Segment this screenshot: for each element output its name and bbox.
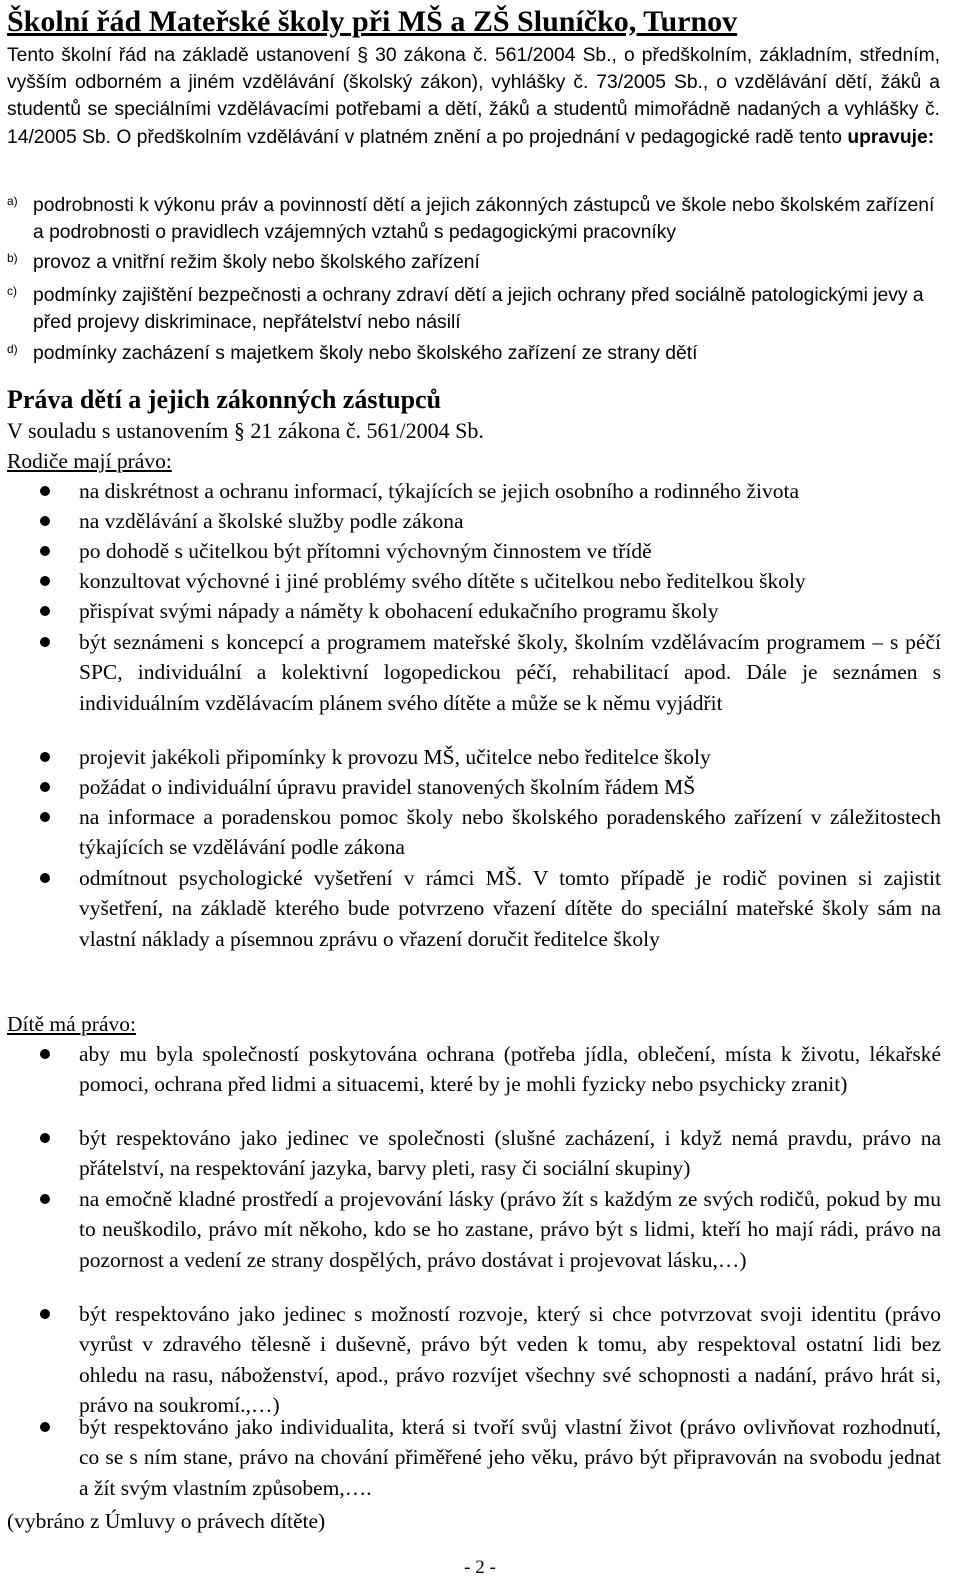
- scope-text: provoz a vnitřní režim školy nebo školského zařízení: [33, 252, 480, 273]
- scope-marker: c): [7, 284, 17, 298]
- intro-paragraph: [7, 42, 940, 151]
- bullet-icon: [40, 1133, 50, 1143]
- bullet-icon: [40, 782, 50, 792]
- child-right-item: být respektováno jako individualita, která si tvoří svůj vlastní život (právo ovlivňovat rozhodnutí, co se s ním stane, právo na chování přiměřené jeho věku, právo být připravován na svobodu jednat a žít svým vlastním způsobem,….: [79, 1415, 941, 1500]
- child-right-item: aby mu byla společností poskytována ochrana (potřeba jídla, oblečení, místa k životu, lékařské pomoci, ochrana před lidmi a situacemi, které by je mohli fyzicky nebo psychicky zranit): [79, 1042, 941, 1097]
- page-title: Školní řád Mateřské školy při MŠ a ZŠ Sluníčko, Turnov: [7, 5, 738, 38]
- bullet-icon: [40, 546, 50, 556]
- parents-right-item: po dohodě s učitelkou být přítomni výchovným činnostem ve třídě: [79, 539, 652, 563]
- parents-right-item: být seznámeni s koncepcí a programem mateřské školy, školním vzdělávacím programem – s péčí SPC, individuální a kolektivní logopedickou péčí, rehabilitací apod. Dále je seznámen s individuálním vzdělávacím plánem svého dítěte a může se k němu vyjádřit: [79, 630, 941, 715]
- child-rights-heading: Dítě má právo:: [7, 1012, 136, 1036]
- scope-text: podmínky zajištění bezpečnosti a ochrany zdraví dětí a jejich ochrany před sociálně patologickými jevy a před projevy diskriminace, nepřátelství nebo násilí: [33, 285, 924, 333]
- parents-right-item: na diskrétnost a ochranu informací, týkajících se jejich osobního a rodinného života: [79, 479, 800, 503]
- intro-text: Tento školní řád na základě ustanovení § 30 zákona č. 561/2004 Sb., o předškolním, základním, středním, vyšším odborném a jiném vzdělávání (školský zákon), vyhlášky č. 73/2005 Sb., o vzdělávání dětí, žáků a studentů se speciálními vzdělávacími potřebami a dětí, žáků a studentů mimořádně nadaných a vyhlášky č. 14/2005 Sb. O předškolním vzdělávání v platném znění a po projednání v pedagogické radě tento: [7, 45, 940, 148]
- page-number: - 2 -: [464, 1557, 496, 1578]
- bullet-icon: [40, 486, 50, 496]
- scope-text: podrobnosti k výkonu práv a povinností dětí a jejich zákonných zástupců ve škole nebo školském zařízení a podrobnosti o pravidlech vzájemných vztahů s pedagogickými pracovníky: [33, 195, 935, 243]
- scope-marker: a): [7, 194, 18, 208]
- bullet-icon: [40, 637, 50, 647]
- closing-note: (vybráno z Úmluvy o právech dítěte): [7, 1509, 326, 1533]
- bullet-icon: [40, 1309, 50, 1319]
- bullet-icon: [40, 606, 50, 616]
- bullet-icon: [40, 516, 50, 526]
- scope-item: [7, 341, 947, 368]
- bullet-icon: [40, 576, 50, 586]
- child-right-item: být respektováno jako jedinec s možností rozvoje, který si chce potvrzovat svoji identitu (právo vyrůst v zdravého tělesně i duševně, právo být veden k tomu, aby respektoval ostatní lidi bez ohledu na rasu, náboženství, apod., právo rozvíjet všechny své schopnosti a nadání, právo hrát si, právo na soukromí.,…): [79, 1302, 941, 1417]
- scope-item: [7, 250, 947, 277]
- section-heading: Práva dětí a jejich zákonných zástupců: [7, 385, 442, 414]
- bullet-icon: [40, 1049, 50, 1059]
- child-right-item: být respektováno jako jedinec ve společnosti (slušné zacházení, i když nemá pravdu, právo na přátelství, na respektování jazyka, barvy pleti, rasy či sociální skupiny): [79, 1126, 941, 1181]
- law-reference: V souladu s ustanovením § 21 zákona č. 561/2004 Sb.: [7, 418, 484, 443]
- child-right-item: na emočně kladné prostředí a projevování lásky (právo žít s každým ze svých rodičů, pokud by mu to neuškodilo, právo mít někoho, kdo se ho zastane, právo být s lidmi, kteří ho mají rádi, právo na pozornost a vedení ze strany dospělých, právo dostávat i projevovat lásku,…): [79, 1187, 941, 1272]
- scope-marker: d): [7, 342, 18, 356]
- parents-right-item: projevit jakékoli připomínky k provozu MŠ, učitelce nebo ředitelce školy: [79, 745, 711, 769]
- scope-text: podmínky zacházení s majetkem školy nebo školského zařízení ze strany dětí: [33, 343, 698, 364]
- bullet-icon: [40, 812, 50, 822]
- scope-item: [7, 193, 947, 246]
- parents-right-item: přispívat svými nápady a náměty k obohacení edukačního programu školy: [79, 599, 719, 623]
- parents-rights-heading: Rodiče mají právo:: [7, 449, 172, 473]
- scope-item: [7, 283, 947, 336]
- scope-marker: b): [7, 251, 18, 265]
- parents-right-item: odmítnout psychologické vyšetření v rámci MŠ. V tomto případě je rodič povinen si zajistit vyšetření, na základě kterého bude potvrzeno vřazení dítěte do speciální mateřské školy sám na vlastní náklady a písemnou zprávu o vřazení doručit ředitelce školy: [79, 866, 941, 951]
- bullet-icon: [40, 1194, 50, 1204]
- parents-right-item: požádat o individuální úpravu pravidel stanovených školním řádem MŠ: [79, 775, 696, 799]
- parents-right-item: na vzdělávání a školské služby podle zákona: [79, 509, 464, 533]
- bullet-icon: [40, 873, 50, 883]
- parents-right-item: na informace a poradenskou pomoc školy nebo školského poradenského zařízení v záležitostech týkajících se vzdělávání podle zákona: [79, 805, 941, 860]
- parents-right-item: konzultovat výchovné i jiné problémy svého dítěte s učitelkou nebo ředitelkou školy: [79, 569, 806, 593]
- intro-bold: upravuje:: [847, 126, 935, 148]
- bullet-icon: [40, 1422, 50, 1432]
- bullet-icon: [40, 752, 50, 762]
